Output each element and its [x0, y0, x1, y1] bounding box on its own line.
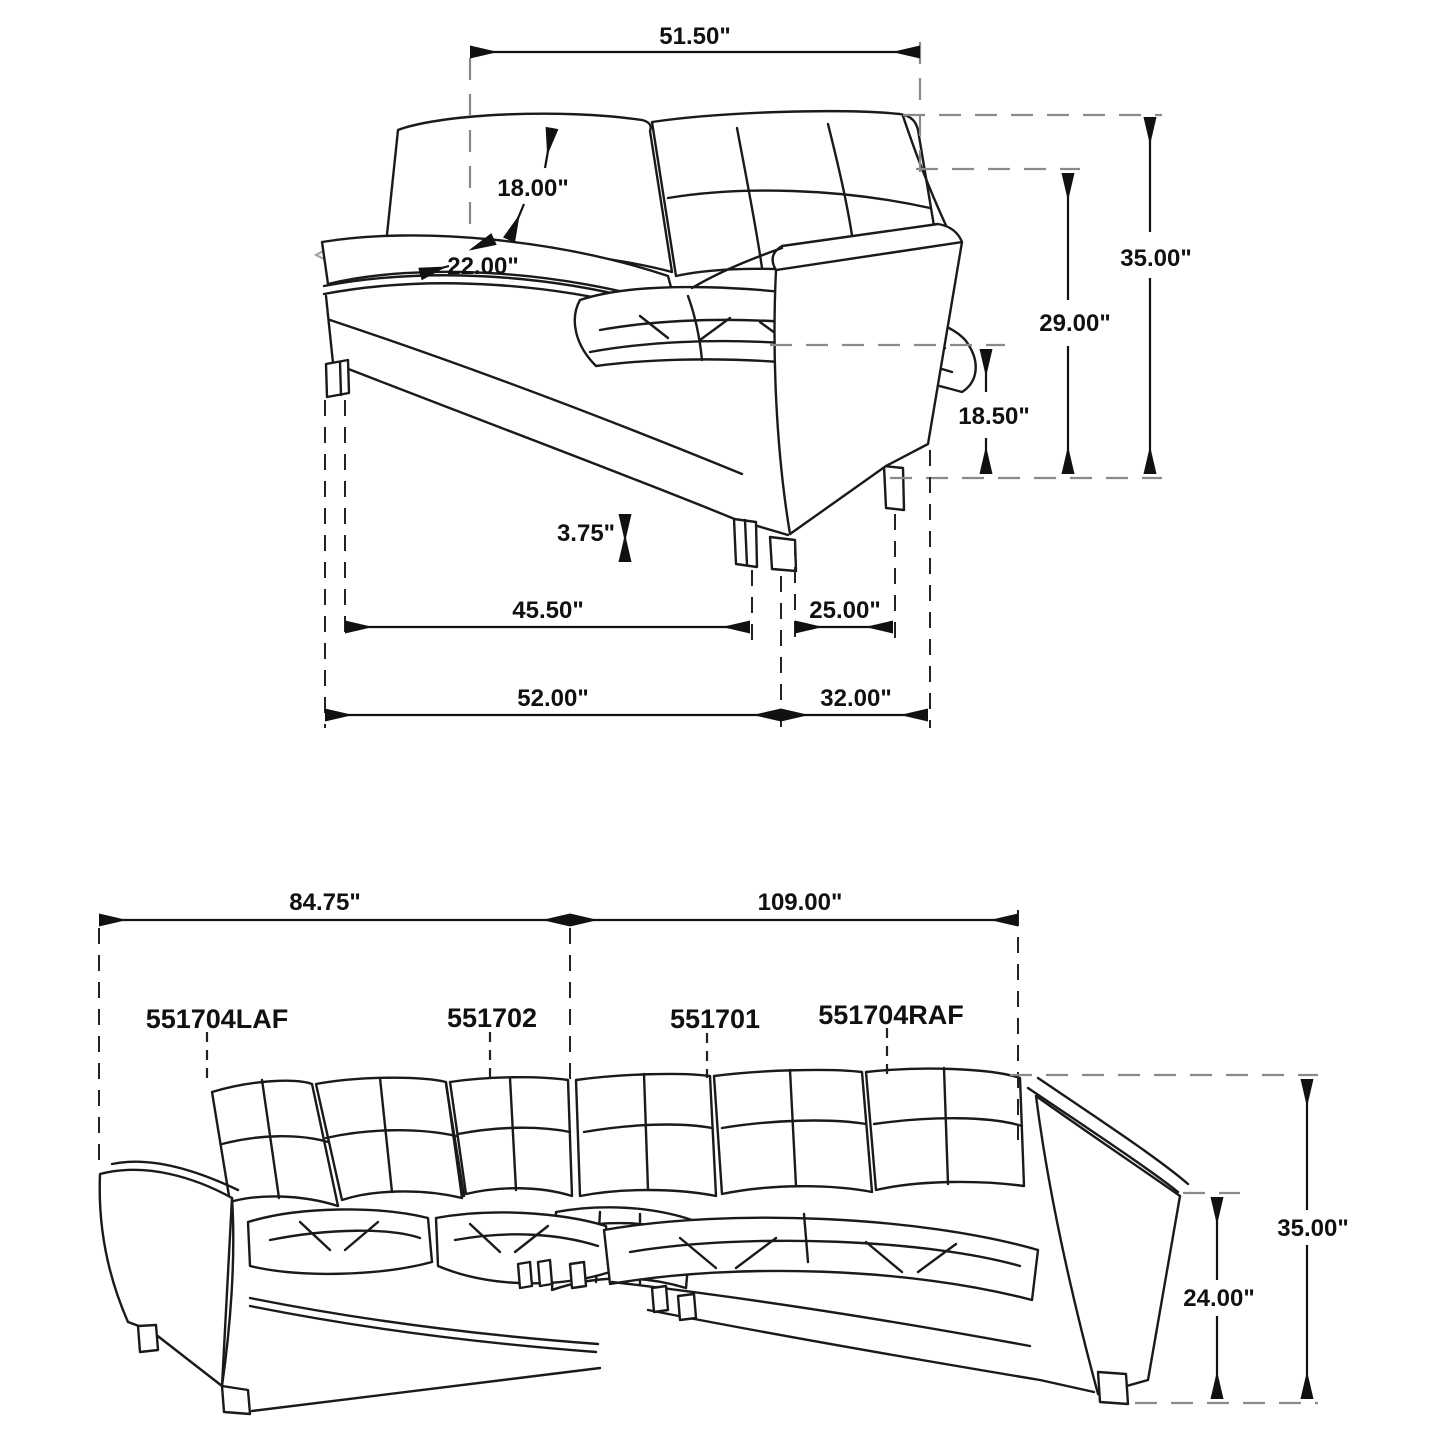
dim-overall-width-label: 52.00"	[517, 685, 589, 712]
dim-sectional-height-label: 35.00"	[1277, 1215, 1349, 1242]
sectional-drawing	[100, 1068, 1188, 1414]
dim-sectional-right-width-label: 109.00"	[757, 889, 843, 916]
dim-sectional-left-width-label: 84.75"	[289, 889, 361, 916]
dim-back-height-label: 29.00"	[1039, 310, 1111, 337]
part-label-551701: 551701	[669, 1004, 761, 1034]
dim-seat-depth-label: 22.00"	[447, 253, 519, 280]
dim-inner-depth-label: 25.00"	[809, 597, 881, 624]
dim-seat-width-label: 45.50"	[512, 597, 584, 624]
dim-overall-depth-label: 32.00"	[820, 685, 892, 712]
dim-back-width-label: 51.50"	[659, 23, 731, 50]
loveseat-drawing	[322, 111, 976, 571]
part-label-551702: 551702	[446, 1003, 538, 1033]
dim-arm-height-label: 18.50"	[958, 403, 1030, 430]
part-label-551704laf: 551704LAF	[145, 1004, 289, 1034]
dim-leg-height-label: 3.75"	[556, 520, 616, 547]
dim-sectional-arm-height-label: 24.00"	[1183, 1285, 1255, 1312]
part-label-551704raf: 551704RAF	[818, 1000, 964, 1030]
dim-back-cushion-height-label: 18.00"	[497, 175, 569, 202]
dim-overall-height-label: 35.00"	[1120, 245, 1192, 272]
